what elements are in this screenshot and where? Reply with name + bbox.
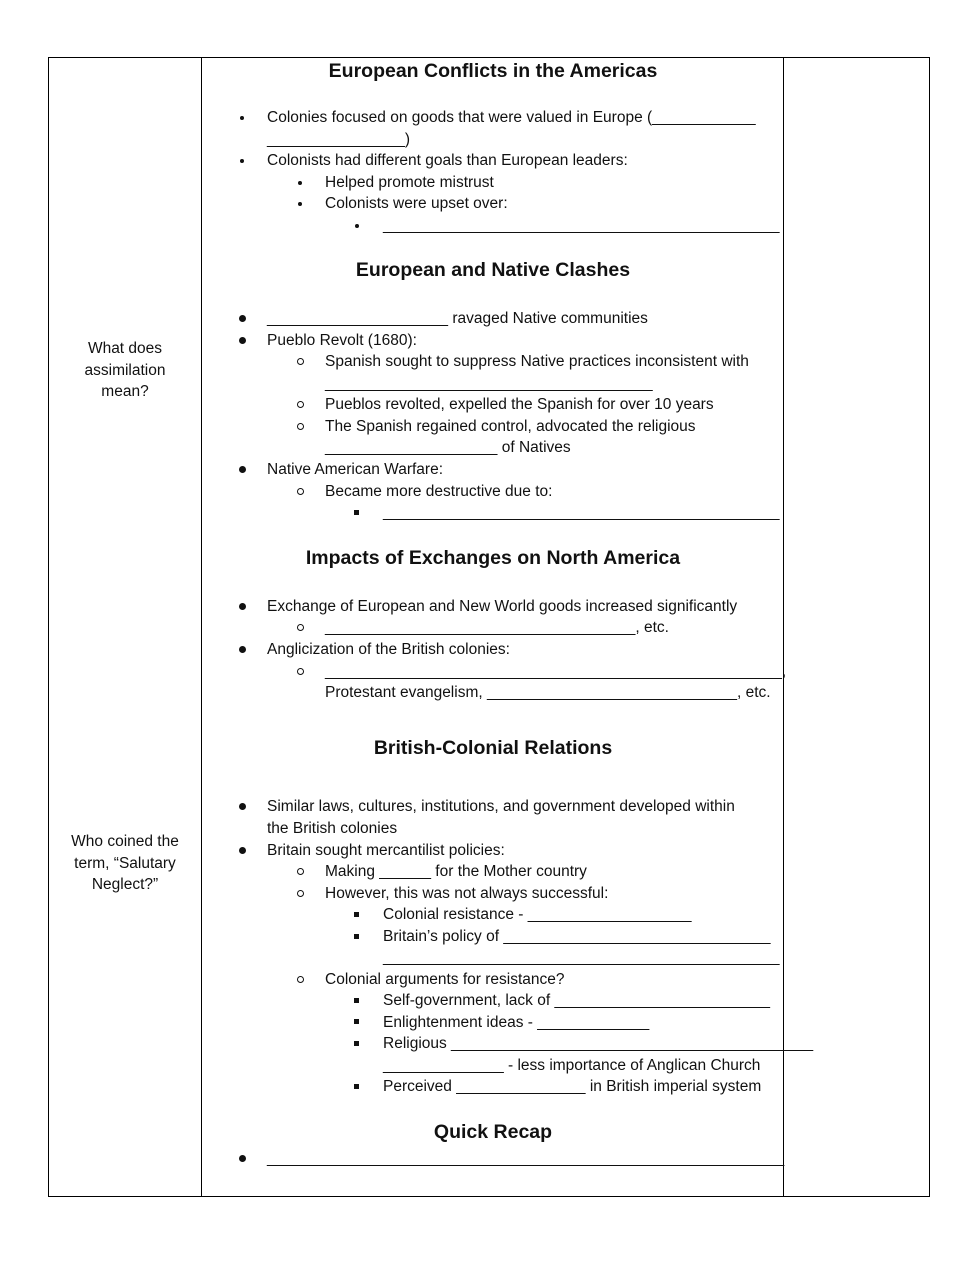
note-line: Enlightenment ideas - _____________ [383,1014,650,1031]
note-line: Religious __________________________________________ [383,1035,814,1052]
note-line: ________________) [267,131,411,148]
bullet [239,646,246,653]
note-line: Colonial arguments for resistance? [325,971,565,988]
bullet [355,224,359,228]
note-line: Anglicization of the British colonies: [267,641,510,658]
heading-impacts-exchanges: Impacts of Exchanges on North America [305,547,681,569]
note-line: Self-government, lack of _________________________ [383,992,770,1009]
note-blank: ______________________________________________ [383,504,780,521]
heading-quick-recap: Quick Recap [433,1121,553,1143]
bullet [240,159,244,163]
bullet [239,466,246,473]
note-line: Became more destructive due to: [325,483,553,500]
bullet [239,337,246,344]
note-line: Pueblos revolted, expelled the Spanish for over 10 years [325,396,714,413]
note-line: Making ______ for the Mother country [325,863,587,880]
note-line: Exchange of European and New World goods increased significantly [267,598,738,615]
column-divider-right [783,57,784,1197]
note-line: Britain’s policy of _______________________________ [383,928,771,945]
note-blank: ______________________________________________ [383,217,780,234]
note-line: ____________________ of Natives [325,439,571,456]
note-line: Colonial resistance - ___________________ [383,906,692,923]
note-line: Helped promote mistrust [325,174,494,191]
note-blank: _____________________________________________________, [325,663,787,680]
bullet [354,934,359,939]
note-line: Native American Warfare: [267,461,444,478]
bullet [297,423,304,430]
bullet [354,998,359,1003]
note-line: Perceived _______________ in British imperial system [383,1078,762,1095]
bullet [298,181,302,185]
question-salutary-neglect: Who coined the term, “Salutary Neglect?” [71,833,179,893]
bullet [297,868,304,875]
note-line: Colonists were upset over: [325,195,508,212]
column-divider-left [201,57,202,1197]
note-line: Colonies focused on goods that were valued in Europe (____________ [267,109,756,126]
bullet [297,890,304,897]
note-line: ______________ - less importance of Anglican Church [383,1057,761,1074]
bullet [354,1041,359,1046]
note-line: Britain sought mercantilist policies: [267,842,505,859]
bullet [297,976,304,983]
bullet [354,912,359,917]
bullet [239,603,246,610]
heading-european-conflicts: European Conflicts in the Americas [328,60,658,82]
note-line: Pueblo Revolt (1680): [267,332,417,349]
bullet [239,315,246,322]
note-blank: ____________________________________, etc. [325,619,669,636]
question-assimilation: What does assimilation mean? [84,340,166,400]
note-line: the British colonies [267,820,398,837]
bullet [297,624,304,631]
bullet [298,202,302,206]
note-blank: ______________________________________ [325,375,653,392]
note-line: _____________________ ravaged Native communities [267,310,648,327]
bullet [297,488,304,495]
heading-british-colonial-relations: British-Colonial Relations [373,737,613,759]
note-line: Protestant evangelism, _____________________________, etc. [325,684,771,701]
note-line: Colonists had different goals than European leaders: [267,152,628,169]
note-blank: ______________________________________________ [383,949,780,966]
bullet [354,1084,359,1089]
bullet [239,1155,246,1162]
bullet [354,1019,359,1024]
bullet [297,358,304,365]
note-line: However, this was not always successful: [325,885,609,902]
bullet [240,116,244,120]
note-line: The Spanish regained control, advocated the religious [325,418,696,435]
note-line: Similar laws, cultures, institutions, and government developed within [267,798,735,815]
bullet [239,803,246,810]
bullet [239,847,246,854]
note-line: Spanish sought to suppress Native practices inconsistent with [325,353,749,370]
bullet [354,510,359,515]
heading-native-clashes: European and Native Clashes [355,259,631,281]
note-blank: ____________________________________________________________ [267,1150,785,1167]
bullet [297,401,304,408]
bullet [297,668,304,675]
